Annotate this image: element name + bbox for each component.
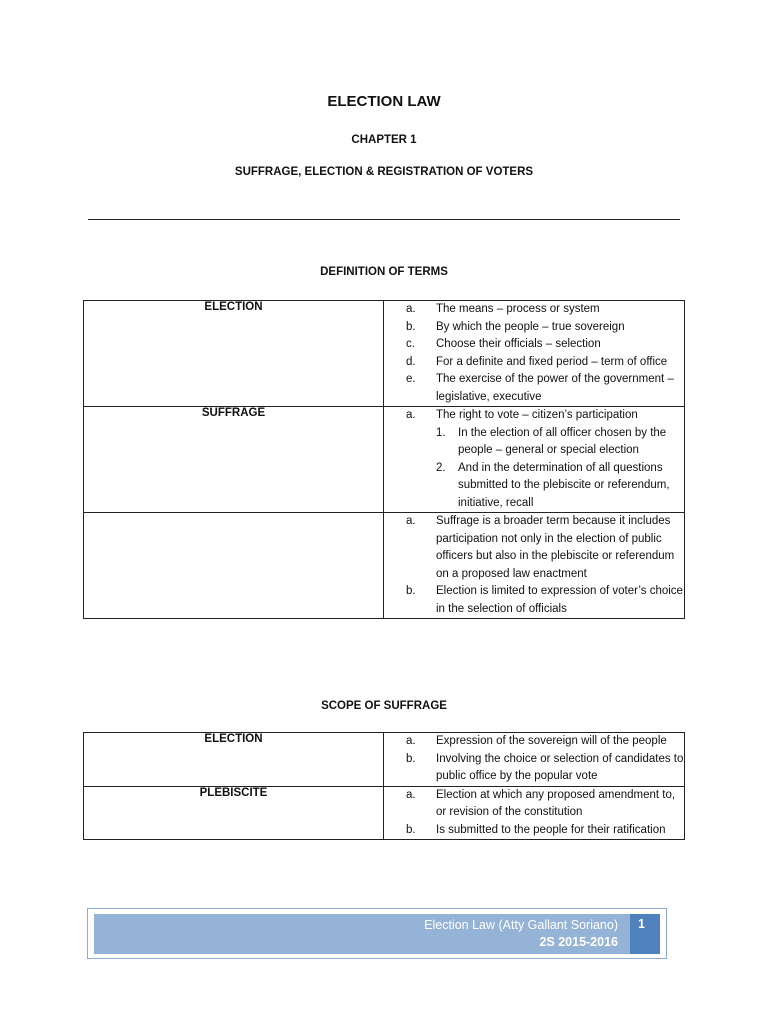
- list-marker: b.: [406, 585, 416, 597]
- definition-list: [384, 513, 684, 618]
- definition-cell: [384, 407, 685, 513]
- table-row: [84, 733, 685, 787]
- list-item-text: Expression of the sovereign will of the people: [436, 735, 667, 747]
- list-marker: b.: [406, 320, 416, 333]
- list-item-text: The means – process or system: [436, 303, 600, 315]
- list-marker: 1.: [436, 426, 446, 439]
- table-row: [84, 513, 685, 619]
- list-marker: e.: [406, 373, 416, 385]
- footer-page-box: [630, 914, 660, 954]
- list-item: [406, 513, 684, 583]
- definition-list: [384, 407, 684, 512]
- list-marker: b.: [406, 752, 416, 765]
- definition-table: [83, 300, 685, 619]
- list-marker: a.: [406, 515, 416, 527]
- footer-band: [94, 914, 660, 954]
- list-item-text: Choose their officials – selection: [436, 338, 601, 350]
- list-marker: 2.: [436, 461, 446, 474]
- list-item: [406, 407, 684, 512]
- list-marker: a.: [406, 788, 416, 801]
- list-item: [406, 583, 684, 618]
- page-footer: [87, 908, 667, 959]
- term-cell: ELECTION: [84, 733, 384, 787]
- list-item: [406, 787, 684, 822]
- list-item-text: The right to vote – citizen’s participation: [436, 409, 638, 421]
- term-cell: ELECTION: [84, 301, 384, 407]
- list-item: [406, 319, 684, 337]
- term-cell: [84, 513, 384, 619]
- list-item-text: Involving the choice or selection of candidates to public office by the popular vote: [436, 752, 684, 782]
- horizontal-rule: [88, 219, 680, 220]
- list-item-text: By which the people – true sovereign: [436, 320, 625, 333]
- list-marker: d.: [406, 355, 416, 368]
- definition-list: [384, 301, 684, 406]
- definition-cell: [384, 513, 685, 619]
- list-item-text: In the election of all officer chosen by the people – general or special election: [458, 426, 667, 456]
- chapter-subtitle: SUFFRAGE, ELECTION & REGISTRATION OF VOTERS: [234, 166, 534, 178]
- definition-table-body: [84, 301, 685, 619]
- scope-heading: SCOPE OF SUFFRAGE: [321, 700, 447, 712]
- sub-list-item: [436, 460, 684, 513]
- definition-list: [384, 733, 684, 786]
- sub-list-item: [436, 425, 684, 460]
- table-row: [84, 407, 685, 513]
- chapter-heading: CHAPTER 1: [351, 134, 417, 146]
- scope-table-body: [84, 733, 685, 840]
- definition-cell: [384, 301, 685, 407]
- list-item-text: Election is limited to expression of voter’s choice in the selection of officials: [436, 585, 683, 615]
- definition-cell: [384, 786, 685, 840]
- definition-list: [384, 787, 684, 840]
- scope-table: [83, 732, 685, 840]
- page-number: 1: [638, 917, 645, 931]
- document-title: ELECTION LAW: [327, 93, 441, 110]
- sub-list: [436, 425, 684, 513]
- footer-course: Election Law (Atty Gallant Soriano): [424, 918, 618, 932]
- list-marker: c.: [406, 338, 415, 350]
- list-item-text: The exercise of the power of the government – legislative, executive: [436, 373, 674, 403]
- table-row: [84, 786, 685, 840]
- footer-term: 2S 2015-2016: [539, 935, 618, 949]
- list-item-text: And in the determination of all questions submitted to the plebiscite or referendum, initiative, recall: [458, 461, 670, 509]
- list-item: [406, 822, 684, 840]
- list-item: [406, 301, 684, 319]
- list-item-text: Suffrage is a broader term because it includes participation not only in the election of public officers but also in the plebiscite or referendum on a proposed law enactment: [436, 515, 675, 580]
- list-marker: a.: [406, 735, 416, 747]
- list-item-text: For a definite and fixed period – term of office: [436, 355, 668, 368]
- list-marker: a.: [406, 303, 416, 315]
- list-item: [406, 751, 684, 786]
- table-row: [84, 301, 685, 407]
- list-item: [406, 371, 684, 406]
- list-marker: b.: [406, 823, 416, 836]
- term-cell: PLEBISCITE: [84, 786, 384, 840]
- definition-heading: DEFINITION OF TERMS: [320, 266, 448, 278]
- definition-cell: [384, 733, 685, 787]
- list-item-text: Election at which any proposed amendment to, or revision of the constitution: [436, 788, 676, 818]
- list-item: [406, 336, 684, 354]
- list-marker: a.: [406, 409, 416, 421]
- list-item: [406, 354, 684, 372]
- footer-text: [424, 917, 618, 951]
- list-item: [406, 733, 684, 751]
- list-item-text: Is submitted to the people for their ratification: [436, 823, 666, 836]
- term-cell: SUFFRAGE: [84, 407, 384, 513]
